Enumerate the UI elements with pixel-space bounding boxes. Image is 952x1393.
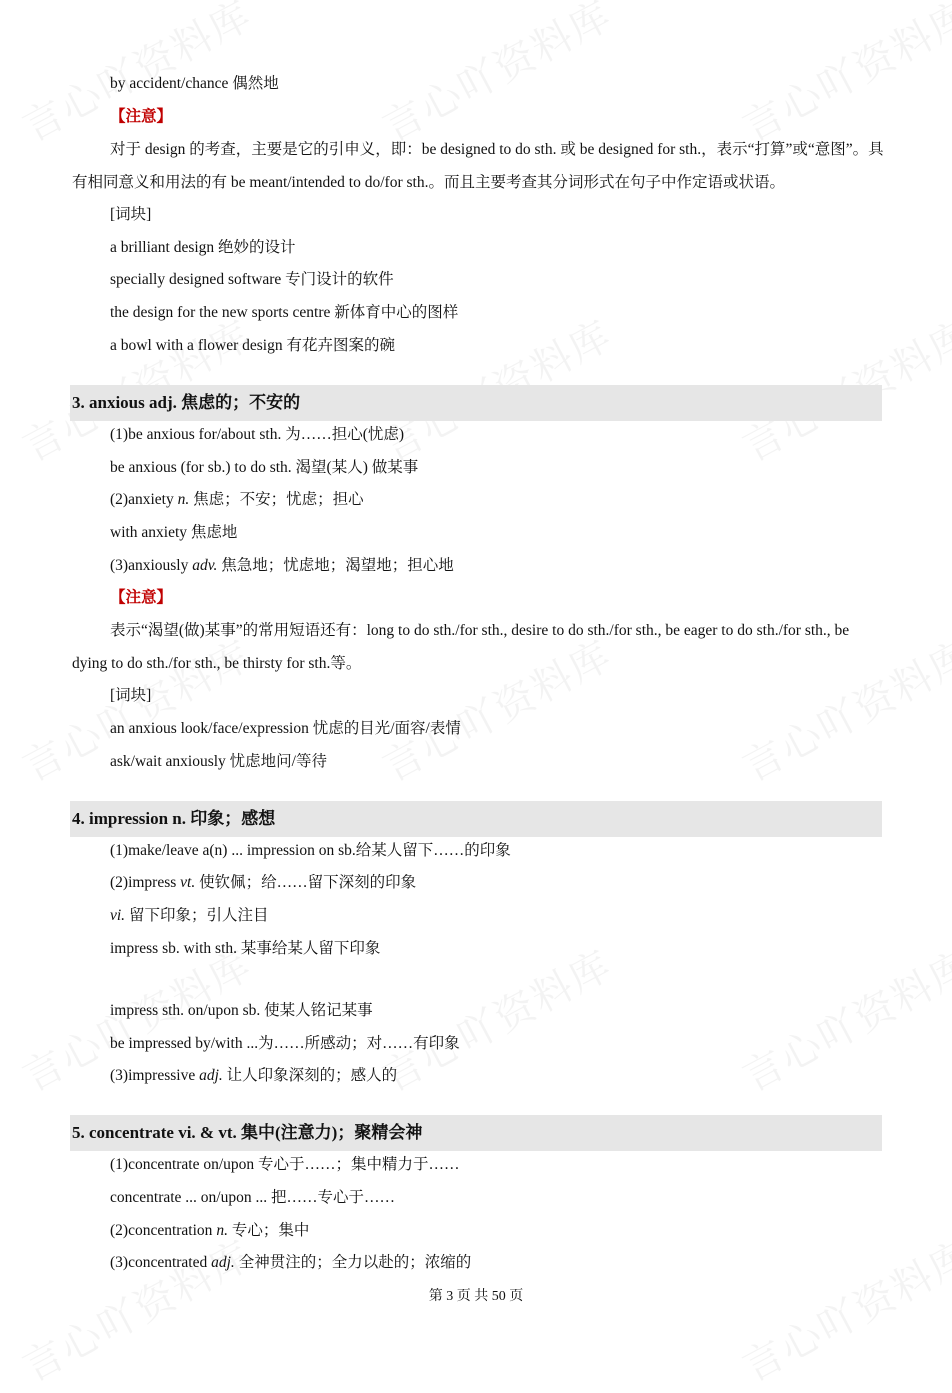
watermark xyxy=(731,1224,952,1393)
ci-kuai-label: [词块] xyxy=(110,206,152,223)
text-line: a bowl with a flower design 有花卉图案的碗 xyxy=(110,337,395,354)
note-paragraph: 对于 design 的考查，主要是它的引申义，即：be designed to do sth. 或 be designed for sth.，表示“打算”或“意图”。具有相同意义和用法的有 be meant/intended to do/for sth.。而且主要考查其分词形式在句子中作定语或状语。 xyxy=(72,141,884,191)
text-line: impress sth. on/upon sb. 使某人铭记某事 xyxy=(110,1002,373,1019)
watermark xyxy=(11,1224,260,1393)
text-line: ask/wait anxiously 忧虑地问/等待 xyxy=(110,753,327,770)
watermark xyxy=(731,934,952,1103)
ci-kuai-label: [词块] xyxy=(110,687,152,704)
text-line: the design for the new sports centre 新体育中心的图样 xyxy=(110,304,459,321)
text-line: (2)impress vt. 使钦佩；给……留下深刻的印象 xyxy=(110,874,417,891)
note-paragraph: 表示“渴望(做)某事”的常用短语还有：long to do sth./for sth., desire to do sth./for sth., be eager to do sth./for sth., be dying to do sth./for sth., be thirsty for sth.等。 xyxy=(72,622,850,672)
section-heading: 3. anxious adj. 焦虑的；不安的 xyxy=(70,385,882,421)
text-line: a brilliant design 绝妙的设计 xyxy=(110,239,296,256)
text-line: (3)concentrated adj. 全神贯注的；全力以赴的；浓缩的 xyxy=(110,1254,472,1271)
watermark xyxy=(731,0,952,153)
text-line: specially designed software 专门设计的软件 xyxy=(110,271,394,288)
text-line: an anxious look/face/expression 忧虑的目光/面容/表情 xyxy=(110,720,461,737)
page-number: 第 3 页 共 50 页 xyxy=(428,1289,524,1304)
text-line: (1)make/leave a(n) ... impression on sb.给某人留下……的印象 xyxy=(110,842,511,859)
text-line: (3)anxiously adv. 焦急地；忧虑地；渴望地；担心地 xyxy=(110,557,454,574)
text-line: vi. 留下印象；引人注目 xyxy=(110,907,269,924)
text-line: concentrate ... on/upon ... 把……专心于…… xyxy=(110,1189,395,1206)
text-line: by accident/chance 偶然地 xyxy=(110,75,279,92)
section-heading: 5. concentrate vi. & vt. 集中(注意力)；聚精会神 xyxy=(70,1115,882,1151)
text-line: with anxiety 焦虑地 xyxy=(110,524,238,541)
text-line: be impressed by/with ...为……所感动；对……有印象 xyxy=(110,1035,460,1052)
text-line: (3)impressive adj. 让人印象深刻的；感人的 xyxy=(110,1067,398,1084)
watermark xyxy=(371,0,620,153)
note-label: 【注意】 xyxy=(110,589,173,606)
text-line: (2)concentration n. 专心；集中 xyxy=(110,1222,310,1239)
text-line: be anxious (for sb.) to do sth. 渴望(某人) 做某事 xyxy=(110,459,419,476)
text-line: (1)concentrate on/upon 专心于……；集中精力于…… xyxy=(110,1156,460,1173)
text-line: (2)anxiety n. 焦虑；不安；忧虑；担心 xyxy=(110,491,364,508)
note-label: 【注意】 xyxy=(110,108,173,125)
watermark xyxy=(371,934,620,1103)
text-line: (1)be anxious for/about sth. 为……担心(忧虑) xyxy=(110,426,405,443)
text-line: impress sb. with sth. 某事给某人留下印象 xyxy=(110,940,381,957)
section-heading: 4. impression n. 印象；感想 xyxy=(70,801,882,837)
